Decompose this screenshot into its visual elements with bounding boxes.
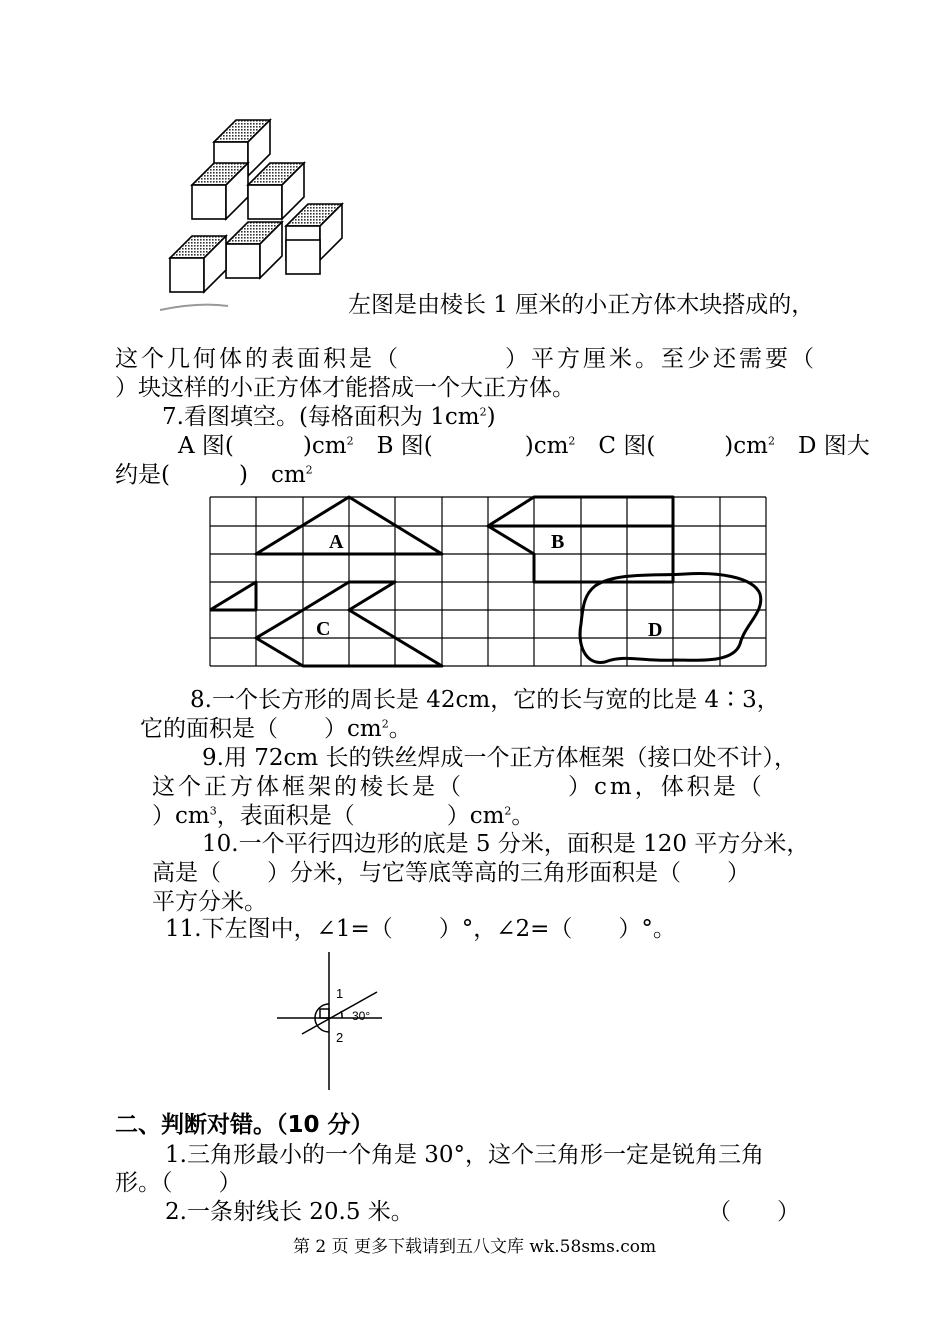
q9-line2: 这个正方体框架的棱长是（ ）cm，体积是（ xyxy=(152,774,765,800)
s2-q2-text: 2.一条射线长 20.5 米。 xyxy=(165,1199,414,1225)
angle-label-1: 1 xyxy=(336,986,344,1001)
section-title: 二、判断对错。（10 分） xyxy=(115,1112,374,1138)
superscript: 2 xyxy=(504,804,512,818)
cube xyxy=(248,163,304,219)
q7-line1 xyxy=(178,431,870,461)
q11-line1: 11.下左图中，∠1=（ ）°，∠2=（ ）°。 xyxy=(165,916,676,942)
s2-q1-line2: 形。（ ） xyxy=(115,1170,242,1196)
label-a: A xyxy=(329,531,344,553)
q9-line1: 9.用 72cm 长的铁丝焊成一个正方体框架（接口处不计）， xyxy=(202,745,798,771)
q7-title xyxy=(162,402,496,432)
label-b: B xyxy=(551,531,565,553)
cube xyxy=(286,240,320,274)
q7-title-end: ) xyxy=(486,404,496,430)
s2-q1-line1: 1.三角形最小的一个角是 30°，这个三角形一定是锐角三角 xyxy=(165,1142,765,1168)
superscript: 2 xyxy=(767,434,775,448)
q8-line1: 8.一个长方形的周长是 42cm，它的长与宽的比是 4∶3， xyxy=(190,687,780,713)
q8-blank: 它的面积是（ ）cm xyxy=(140,716,382,742)
q8-end: 。 xyxy=(388,716,412,742)
q10-line2: 高是（ ）分米，与它等底等高的三角形面积是（ ） xyxy=(152,860,750,886)
page-footer: 第 2 页 更多下载请到五八文库 wk.58sms.com xyxy=(293,1237,657,1257)
q6-line3: ）块这样的小正方体才能搭成一个大正方体。 xyxy=(115,375,575,401)
q8-line2 xyxy=(140,714,412,744)
shape-d xyxy=(580,574,761,663)
superscript: 2 xyxy=(568,434,576,448)
q7-line2 xyxy=(115,460,313,490)
s2-q2-paren: （ ） xyxy=(708,1199,800,1225)
cube xyxy=(192,163,248,219)
q9-end: 。 xyxy=(511,803,535,829)
q10-line1: 10.一个平行四边形的底是 5 分米，面积是 120 平方分米， xyxy=(202,831,810,857)
angle-label-2: 2 xyxy=(336,1030,344,1045)
cube xyxy=(170,236,226,292)
q6-line2: 这个几何体的表面积是（ ）平方厘米。至少还需要（ xyxy=(115,346,817,372)
cube-stack-figure xyxy=(158,118,358,318)
angle-label-30: 30° xyxy=(352,1009,371,1023)
q7-blank-b: B 图( )cm xyxy=(353,433,569,459)
q7-blank-a: A 图( )cm xyxy=(178,433,347,459)
q10-line3: 平方分米。 xyxy=(152,889,267,915)
label-d: D xyxy=(648,619,663,641)
superscript: 2 xyxy=(305,463,313,477)
superscript: 3 xyxy=(209,804,217,818)
area-grid-figure xyxy=(205,494,770,670)
label-c: C xyxy=(316,618,331,640)
q7-blank-c: C 图( )cm xyxy=(575,433,768,459)
q7-blank-d-end: 约是( ) cm xyxy=(115,462,306,488)
q7-blank-d: D 图大 xyxy=(774,433,870,459)
cube xyxy=(226,222,282,278)
q6-caption: 左图是由棱长 1 厘米的小正方体木块搭成的， xyxy=(348,292,815,318)
q9-line3 xyxy=(152,801,534,831)
q9-blank-area: ，表面积是（ ）cm xyxy=(216,803,505,829)
angle-figure xyxy=(272,948,392,1093)
q7-title-text: 7.看图填空。(每格面积为 1cm xyxy=(162,404,480,430)
superscript: 2 xyxy=(479,405,487,419)
superscript: 2 xyxy=(381,717,389,731)
shape-c-left xyxy=(210,582,256,610)
superscript: 2 xyxy=(346,434,354,448)
q9-blank-volume: ）cm xyxy=(152,803,210,829)
